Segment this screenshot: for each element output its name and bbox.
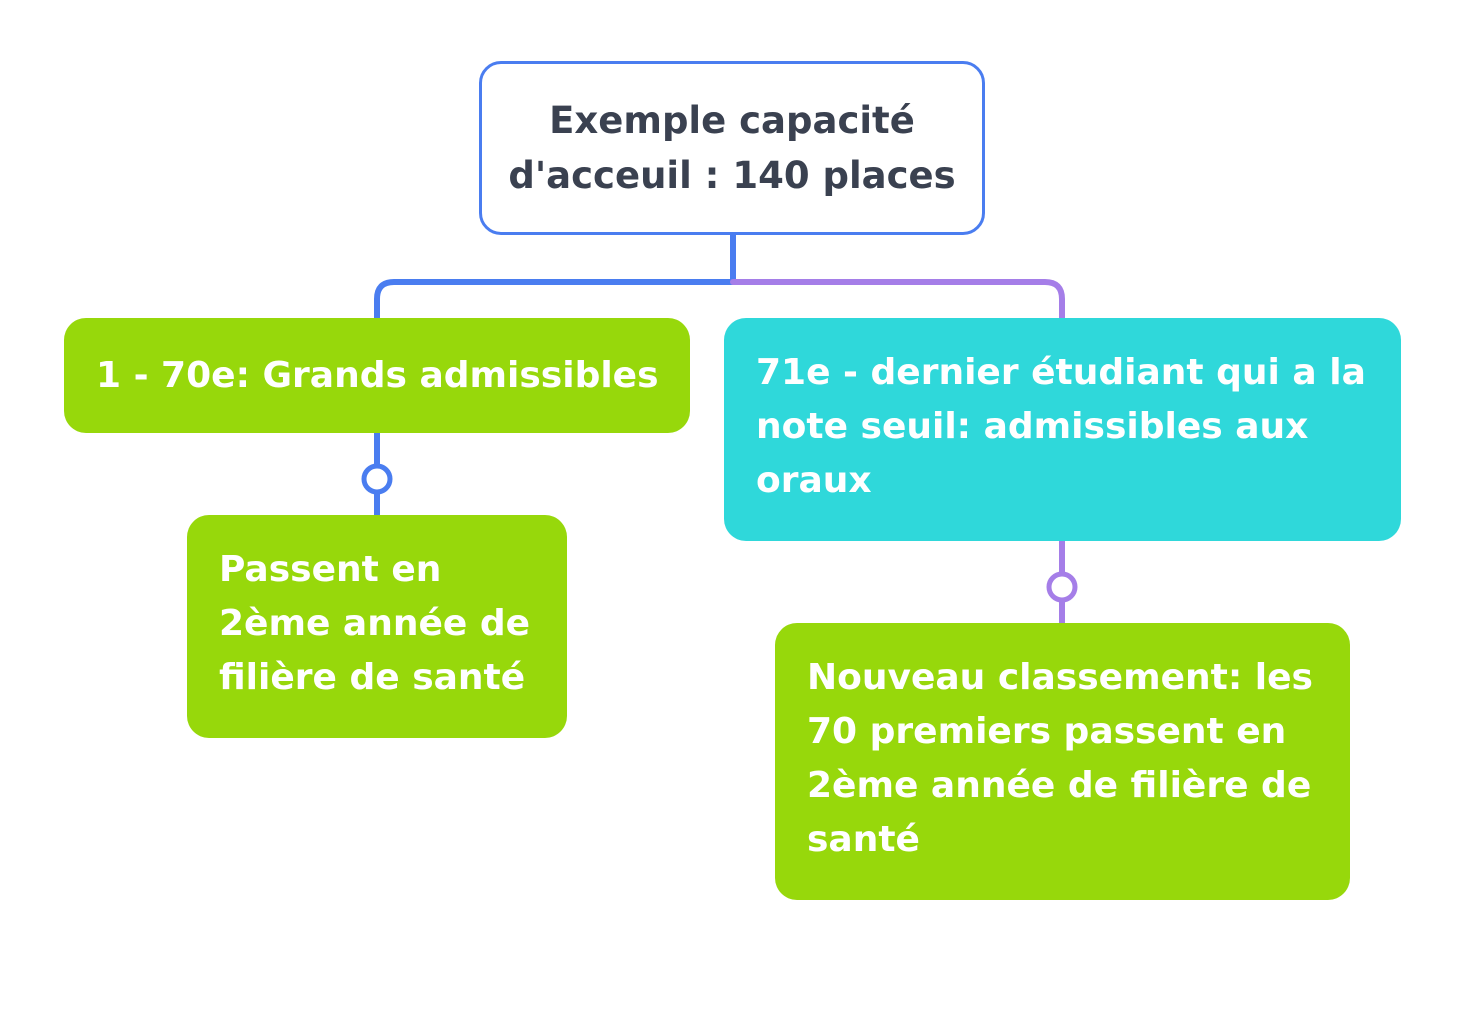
connector-knob-blue[interactable]	[364, 466, 390, 492]
connector-root-to-oraux	[733, 282, 1062, 318]
node-oraux-line: oraux	[756, 460, 872, 501]
node-grands-admissibles-line: 1 - 70e: Grands admissibles	[96, 354, 659, 396]
root-node[interactable]	[479, 61, 985, 235]
node-admissibles-oraux[interactable]	[724, 318, 1401, 541]
node-oraux-line: note seuil: admissibles aux	[756, 406, 1309, 447]
node-passent-2eme-annee[interactable]	[187, 515, 567, 738]
node-nouveau-classement[interactable]	[775, 623, 1350, 900]
node-nouveau-line: 2ème année de filière de	[807, 765, 1312, 806]
root-node-line: Exemple capacité	[549, 99, 915, 142]
node-passent-line: Passent en	[219, 549, 442, 590]
root-node-line: d'acceuil : 140 places	[508, 154, 956, 197]
node-oraux-line: 71e - dernier étudiant qui a la	[756, 352, 1366, 393]
connector-knob-purple[interactable]	[1049, 574, 1075, 600]
node-passent-line: filière de santé	[219, 657, 526, 698]
node-grands-admissibles[interactable]	[64, 318, 690, 433]
node-nouveau-line: 70 premiers passent en	[807, 711, 1287, 752]
connector-root-to-grands	[377, 235, 733, 318]
node-nouveau-line: Nouveau classement: les	[807, 657, 1313, 698]
node-passent-line: 2ème année de	[219, 603, 531, 644]
node-nouveau-line: santé	[807, 819, 920, 860]
